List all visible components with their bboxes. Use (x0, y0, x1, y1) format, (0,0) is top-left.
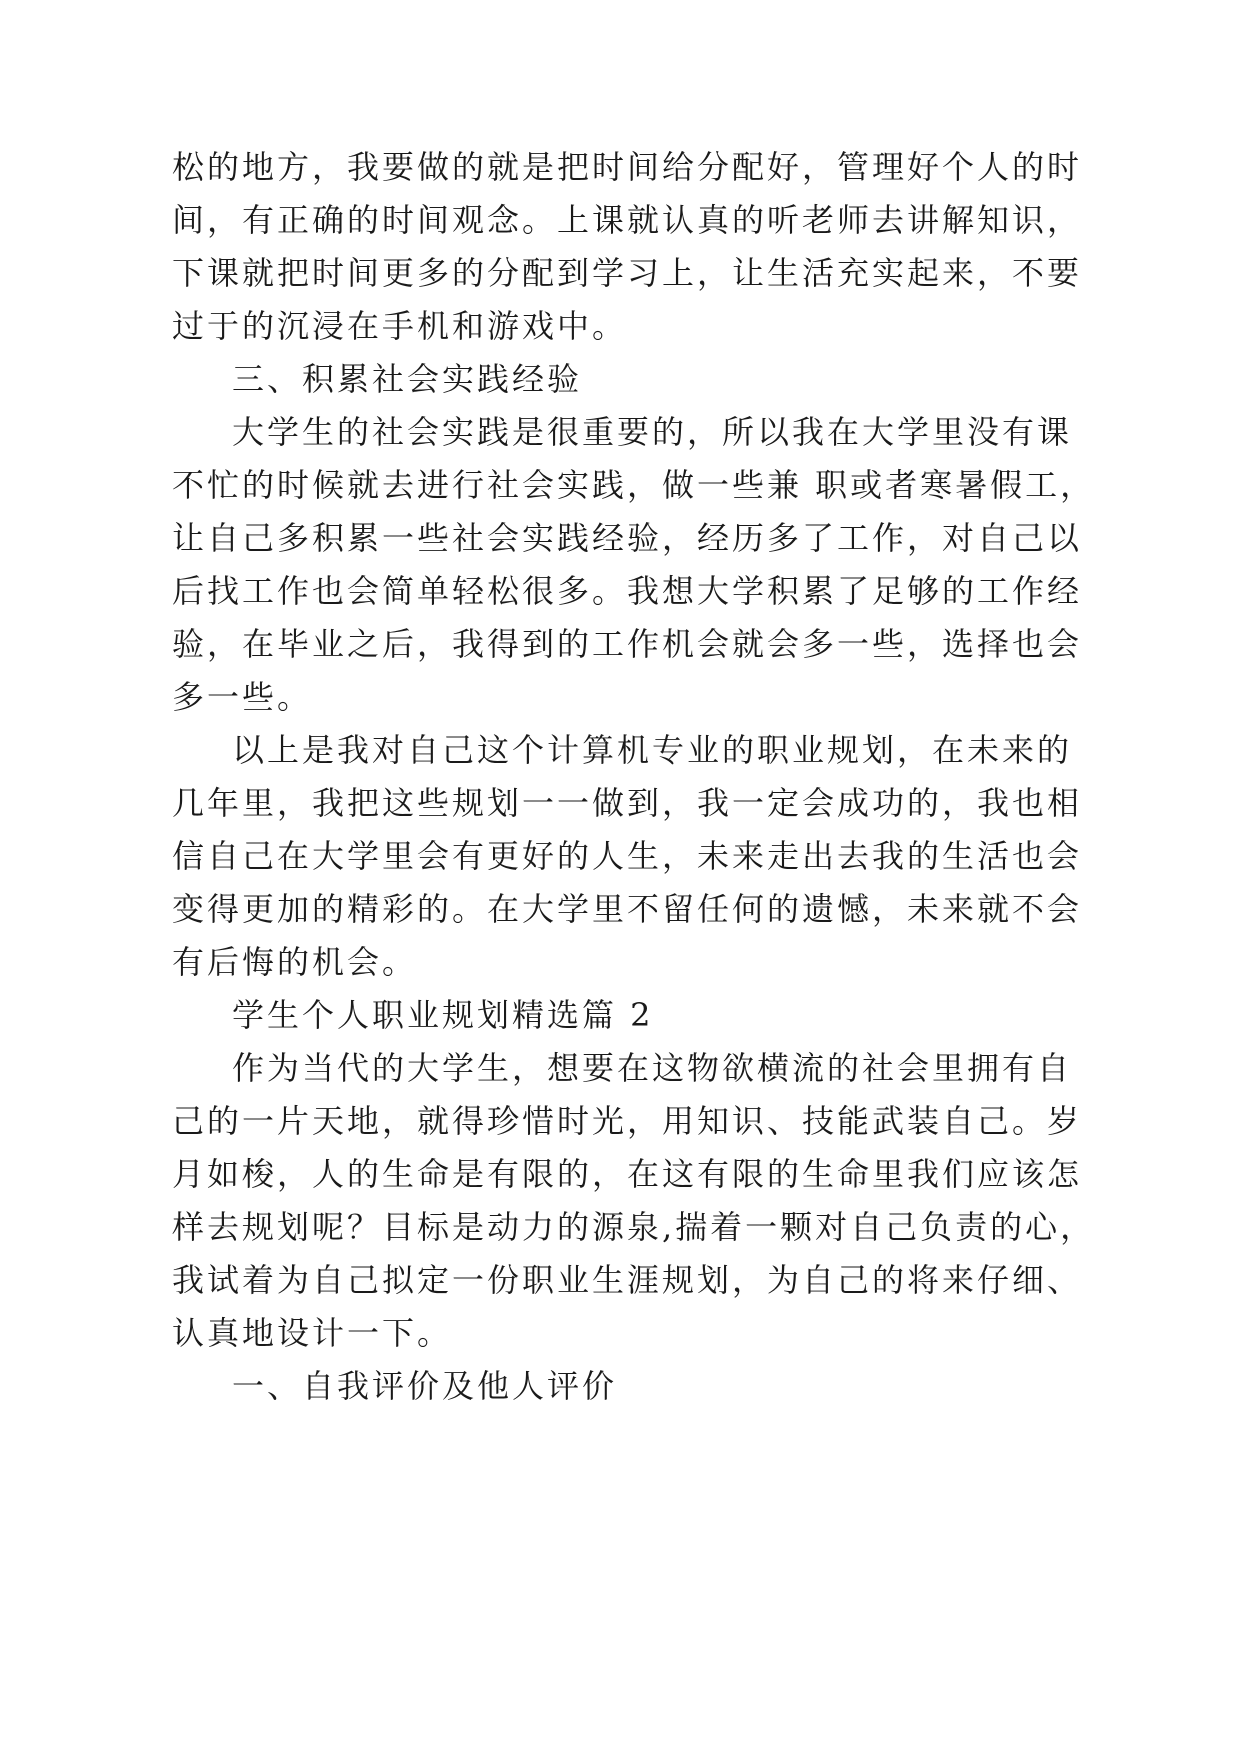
body-text-line: 有后悔的机会。 (172, 943, 418, 981)
article-heading: 学生个人职业规划精选篇 2 (232, 996, 654, 1034)
section-heading: 三、积累社会实践经验 (232, 360, 583, 398)
body-text-line: 月如梭，人的生命是有限的，在这有限的生命里我们应该怎 (172, 1155, 1083, 1193)
body-text-line: 认真地设计一下。 (172, 1314, 453, 1352)
body-text-line: 不忙的时候就去进行社会实践，做一些兼 职或者寒暑假工， (172, 466, 1096, 504)
body-text-line: 我试着为自己拟定一份职业生涯规划，为自己的将来仔细、 (172, 1261, 1083, 1299)
body-text-line: 作为当代的大学生，想要在这物欲横流的社会里拥有自 (232, 1049, 1073, 1087)
body-text-line: 下课就把时间更多的分配到学习上，让生活充实起来，不要 (172, 254, 1083, 292)
body-text-line: 多一些。 (172, 678, 313, 716)
body-text-line: 变得更加的精彩的。在大学里不留任何的遗憾，未来就不会 (172, 890, 1083, 928)
body-text-line: 信自己在大学里会有更好的人生，未来走出去我的生活也会 (172, 837, 1083, 875)
body-text-line: 以上是我对自己这个计算机专业的职业规划，在未来的 (232, 731, 1073, 769)
body-text-line: 验，在毕业之后，我得到的工作机会就会多一些，选择也会 (172, 625, 1083, 663)
body-text-line: 大学生的社会实践是很重要的，所以我在大学里没有课 (232, 413, 1073, 451)
section-heading: 一、自我评价及他人评价 (232, 1367, 618, 1405)
body-text-line: 间，有正确的时间观念。上课就认真的听老师去讲解知识， (172, 201, 1083, 239)
body-text-line: 松的地方，我要做的就是把时间给分配好，管理好个人的时 (172, 148, 1083, 186)
body-text-line: 让自己多积累一些社会实践经验，经历多了工作，对自己以 (172, 519, 1083, 557)
body-text-line: 己的一片天地，就得珍惜时光，用知识、技能武装自己。岁 (172, 1102, 1083, 1140)
body-text-line: 样去规划呢？目标是动力的源泉,揣着一颗对自己负责的心， (172, 1208, 1096, 1246)
body-text-line: 后找工作也会简单轻松很多。我想大学积累了足够的工作经 (172, 572, 1083, 610)
body-text-line: 过于的沉浸在手机和游戏中。 (172, 307, 628, 345)
body-text-line: 几年里，我把这些规划一一做到，我一定会成功的，我也相 (172, 784, 1083, 822)
